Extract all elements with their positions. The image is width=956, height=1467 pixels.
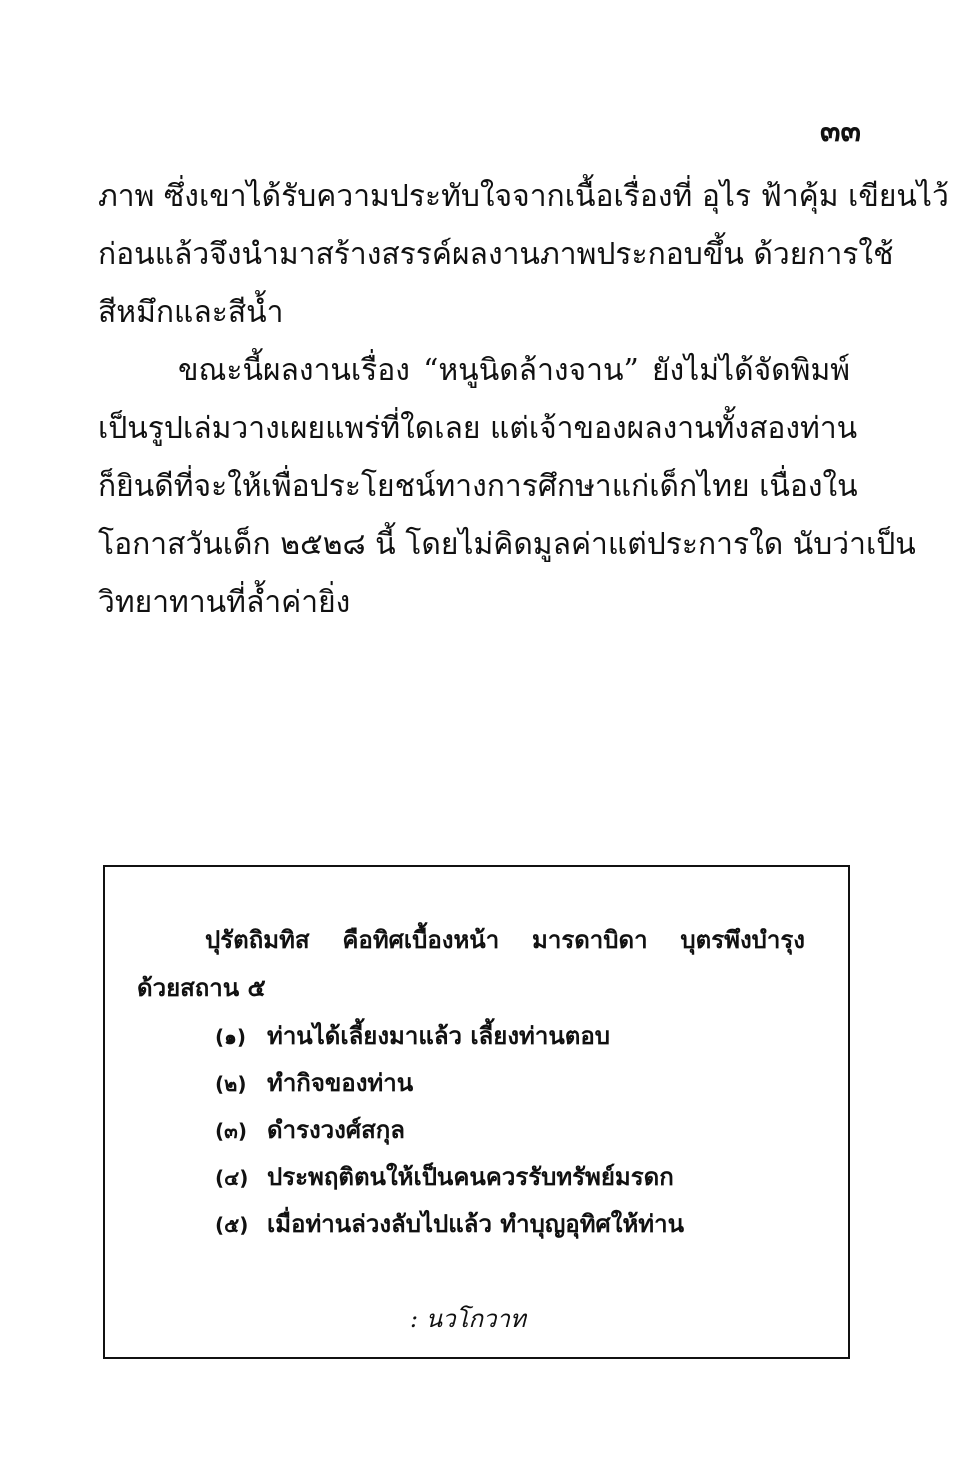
body-line: โอกาสวันเด็ก ๒๕๒๘ นี้ โดยไม่คิดมูลค่าแต่ประการใด นับว่าเป็น xyxy=(98,527,916,562)
page-number: ๓๓ xyxy=(819,114,861,149)
quote-item xyxy=(215,1115,405,1146)
body-line: ขณะนี้ผลงานเรื่อง “หนูนิดล้างจาน” ยังไม่ได้จัดพิมพ์ xyxy=(178,353,850,388)
body-line: ก่อนแล้วจึงนำมาสร้างสรรค์ผลงานภาพประกอบขึ้น ด้วยการใช้ xyxy=(98,237,894,272)
quote-item-number: (๔) xyxy=(215,1166,249,1190)
body-line: สีหมึกและสีน้ำ xyxy=(98,295,284,330)
quote-item xyxy=(215,1021,610,1052)
quote-intro-line-2: ด้วยสถาน ๕ xyxy=(137,974,266,1002)
quote-item-number: (๑) xyxy=(215,1025,246,1049)
quote-item-number: (๕) xyxy=(215,1213,249,1237)
quote-intro-line-1: ปุรัตถิมทิส คือทิศเบื้องหน้า มารดาบิดา บุตรพึงบำรุง xyxy=(205,926,805,954)
body-line: วิทยาทานที่ล้ำค่ายิ่ง xyxy=(98,585,351,620)
body-text xyxy=(98,168,949,632)
quote-item xyxy=(215,1068,413,1099)
quote-item-text: ทำกิจของท่าน xyxy=(267,1069,414,1097)
body-line: ก็ยินดีที่จะให้เพื่อประโยชน์ทางการศึกษาแก่เด็กไทย เนื่องใน xyxy=(98,469,858,504)
quote-item-number: (๒) xyxy=(215,1072,247,1096)
quote-item-number: (๓) xyxy=(215,1119,247,1143)
quote-item-text: ท่านได้เลี้ยงมาแล้ว เลี้ยงท่านตอบ xyxy=(267,1022,610,1050)
quote-item-text: เมื่อท่านล่วงลับไปแล้ว ทำบุญอุทิศให้ท่าน xyxy=(267,1210,684,1238)
quote-item-text: ดำรงวงศ์สกุล xyxy=(267,1116,405,1144)
quote-item xyxy=(215,1162,674,1193)
quote-source: : นวโกวาท xyxy=(410,1305,526,1333)
body-line: ภาพ ซึ่งเขาได้รับความประทับใจจากเนื้อเรื่องที่ อุไร ฟ้าคุ้ม เขียนไว้ xyxy=(98,179,949,214)
quote-item-text: ประพฤติตนให้เป็นคนควรรับทรัพย์มรดก xyxy=(267,1163,674,1191)
quote-box xyxy=(103,865,850,1359)
body-line: เป็นรูปเล่มวางเผยแพร่ที่ใดเลย แต่เจ้าของผลงานทั้งสองท่าน xyxy=(98,411,858,446)
quote-item xyxy=(215,1209,684,1240)
